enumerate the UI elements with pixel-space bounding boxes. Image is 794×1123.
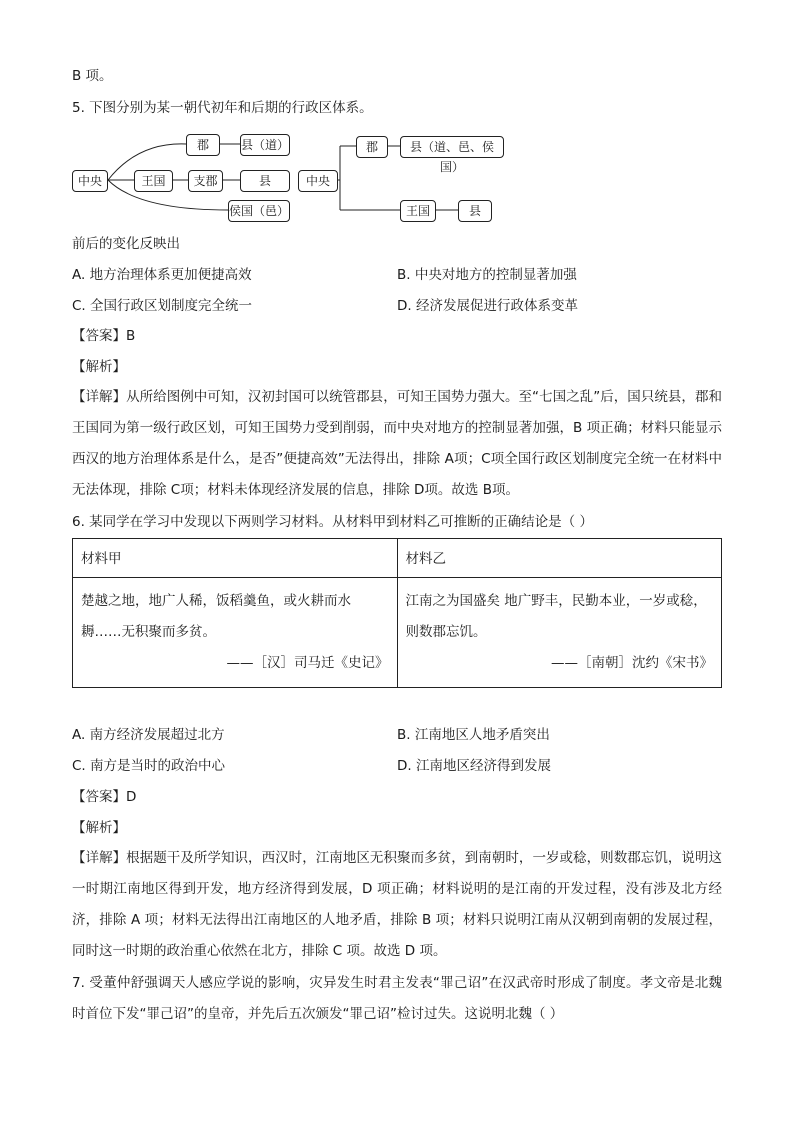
left-wangguo-box: 王国 [134,170,173,192]
right-jun-box: 郡 [356,136,388,158]
q6-materials-table [72,538,722,688]
q6-option-a[interactable]: A. 南方经济发展超过北方 [72,727,225,743]
q5-prompt: 前后的变化反映出 [72,236,180,252]
material-a-header: 材料甲 [73,539,398,578]
q6-stem: 6. 某同学在学习中发现以下两则学习材料。从材料甲到材料乙可推断的正确结论是（ ） [72,514,593,530]
material-b-source: ——［南朝］沈约《宋书》 [551,655,713,671]
previous-answer-tail: B 项。 [72,68,113,84]
material-b-cell [397,578,722,688]
left-xian-dao-box: 县（道） [240,134,290,156]
right-xian-multi-box: 县（道、邑、侯国） [400,136,504,158]
q5-option-d[interactable]: D. 经济发展促进行政体系变革 [397,298,578,314]
q5-stem: 5. 下图分别为某一朝代初年和后期的行政区体系。 [72,100,373,116]
material-b-header: 材料乙 [397,539,722,578]
q5-option-a[interactable]: A. 地方治理体系更加便捷高效 [72,267,252,283]
q6-analysis-label: 【解析】 [72,820,126,836]
material-a-text: 楚越之地，地广人稀，饭稻羹鱼，或火耕而水耨……无积聚而多贫。 [81,593,351,640]
material-a-cell [73,578,398,688]
q5-option-c[interactable]: C. 全国行政区划制度完全统一 [72,298,253,314]
right-wangguo-box: 王国 [400,200,436,222]
q6-option-b[interactable]: B. 江南地区人地矛盾突出 [397,727,550,743]
q6-detail: 【详解】根据题干及所学知识，西汉时，江南地区无积聚而多贫，到南朝时，一岁或稔，则数郡忘饥，说明这一时期江南地区得到开发，地方经济得到发展，D 项正确；材料说明的是江南的开发过程，没有涉及北方经济，排除 A 项；材料无法得出江南地区的人地矛盾，排除 B 项；材料只说明江南从汉朝到南朝的发展过程，同时这一时期的政治重心依然在北方，排除 C 项。故选 D 项。 [72,850,722,959]
material-b-text: 江南之为国盛矣 地广野丰，民勤本业，一岁或稔，则数郡忘饥。 [405,593,707,640]
left-houguo-box: 侯国（邑） [228,200,290,222]
q5-option-b[interactable]: B. 中央对地方的控制显著加强 [397,267,577,283]
right-xian-box: 县 [458,200,492,222]
right-center-box: 中央 [298,170,338,192]
q5-analysis-label: 【解析】 [72,359,126,375]
q6-answer: 【答案】D [72,789,137,805]
material-a-source: ——［汉］司马迁《史记》 [226,655,389,671]
left-zhijun-box: 支郡 [188,170,223,192]
q6-option-c[interactable]: C. 南方是当时的政治中心 [72,758,226,774]
q5-detail: 【详解】从所给图例中可知，汉初封国可以统管郡县，可知王国势力强大。至“七国之乱”后，国只统县，郡和王国同为第一级行政区划，可知王国势力受到削弱，而中央对地方的控制显著加强，B 项正确；材料只能显示西汉的地方治理体系是什么，是否”便捷高效”无法得出，排除 A项；C项全国行政区划制度完全统一在材料中无法体现，排除 C项；材料未体现经济发展的信息，排除 D项。故选 B项。 [72,389,722,498]
q6-option-d[interactable]: D. 江南地区经济得到发展 [397,758,551,774]
left-jun-box: 郡 [186,134,220,156]
left-center-box: 中央 [72,170,108,192]
q7-stem: 7. 受董仲舒强调天人感应学说的影响，灾异发生时君主发表“罪己诏”在汉武帝时形成了制度。孝文帝是北魏时首位下发“罪己诏”的皇帝，并先后五次颁发“罪己诏”检讨过失。这说明北魏（ ） [72,975,722,1022]
q5-answer: 【答案】B [72,328,136,344]
left-xian-box: 县 [240,170,290,192]
